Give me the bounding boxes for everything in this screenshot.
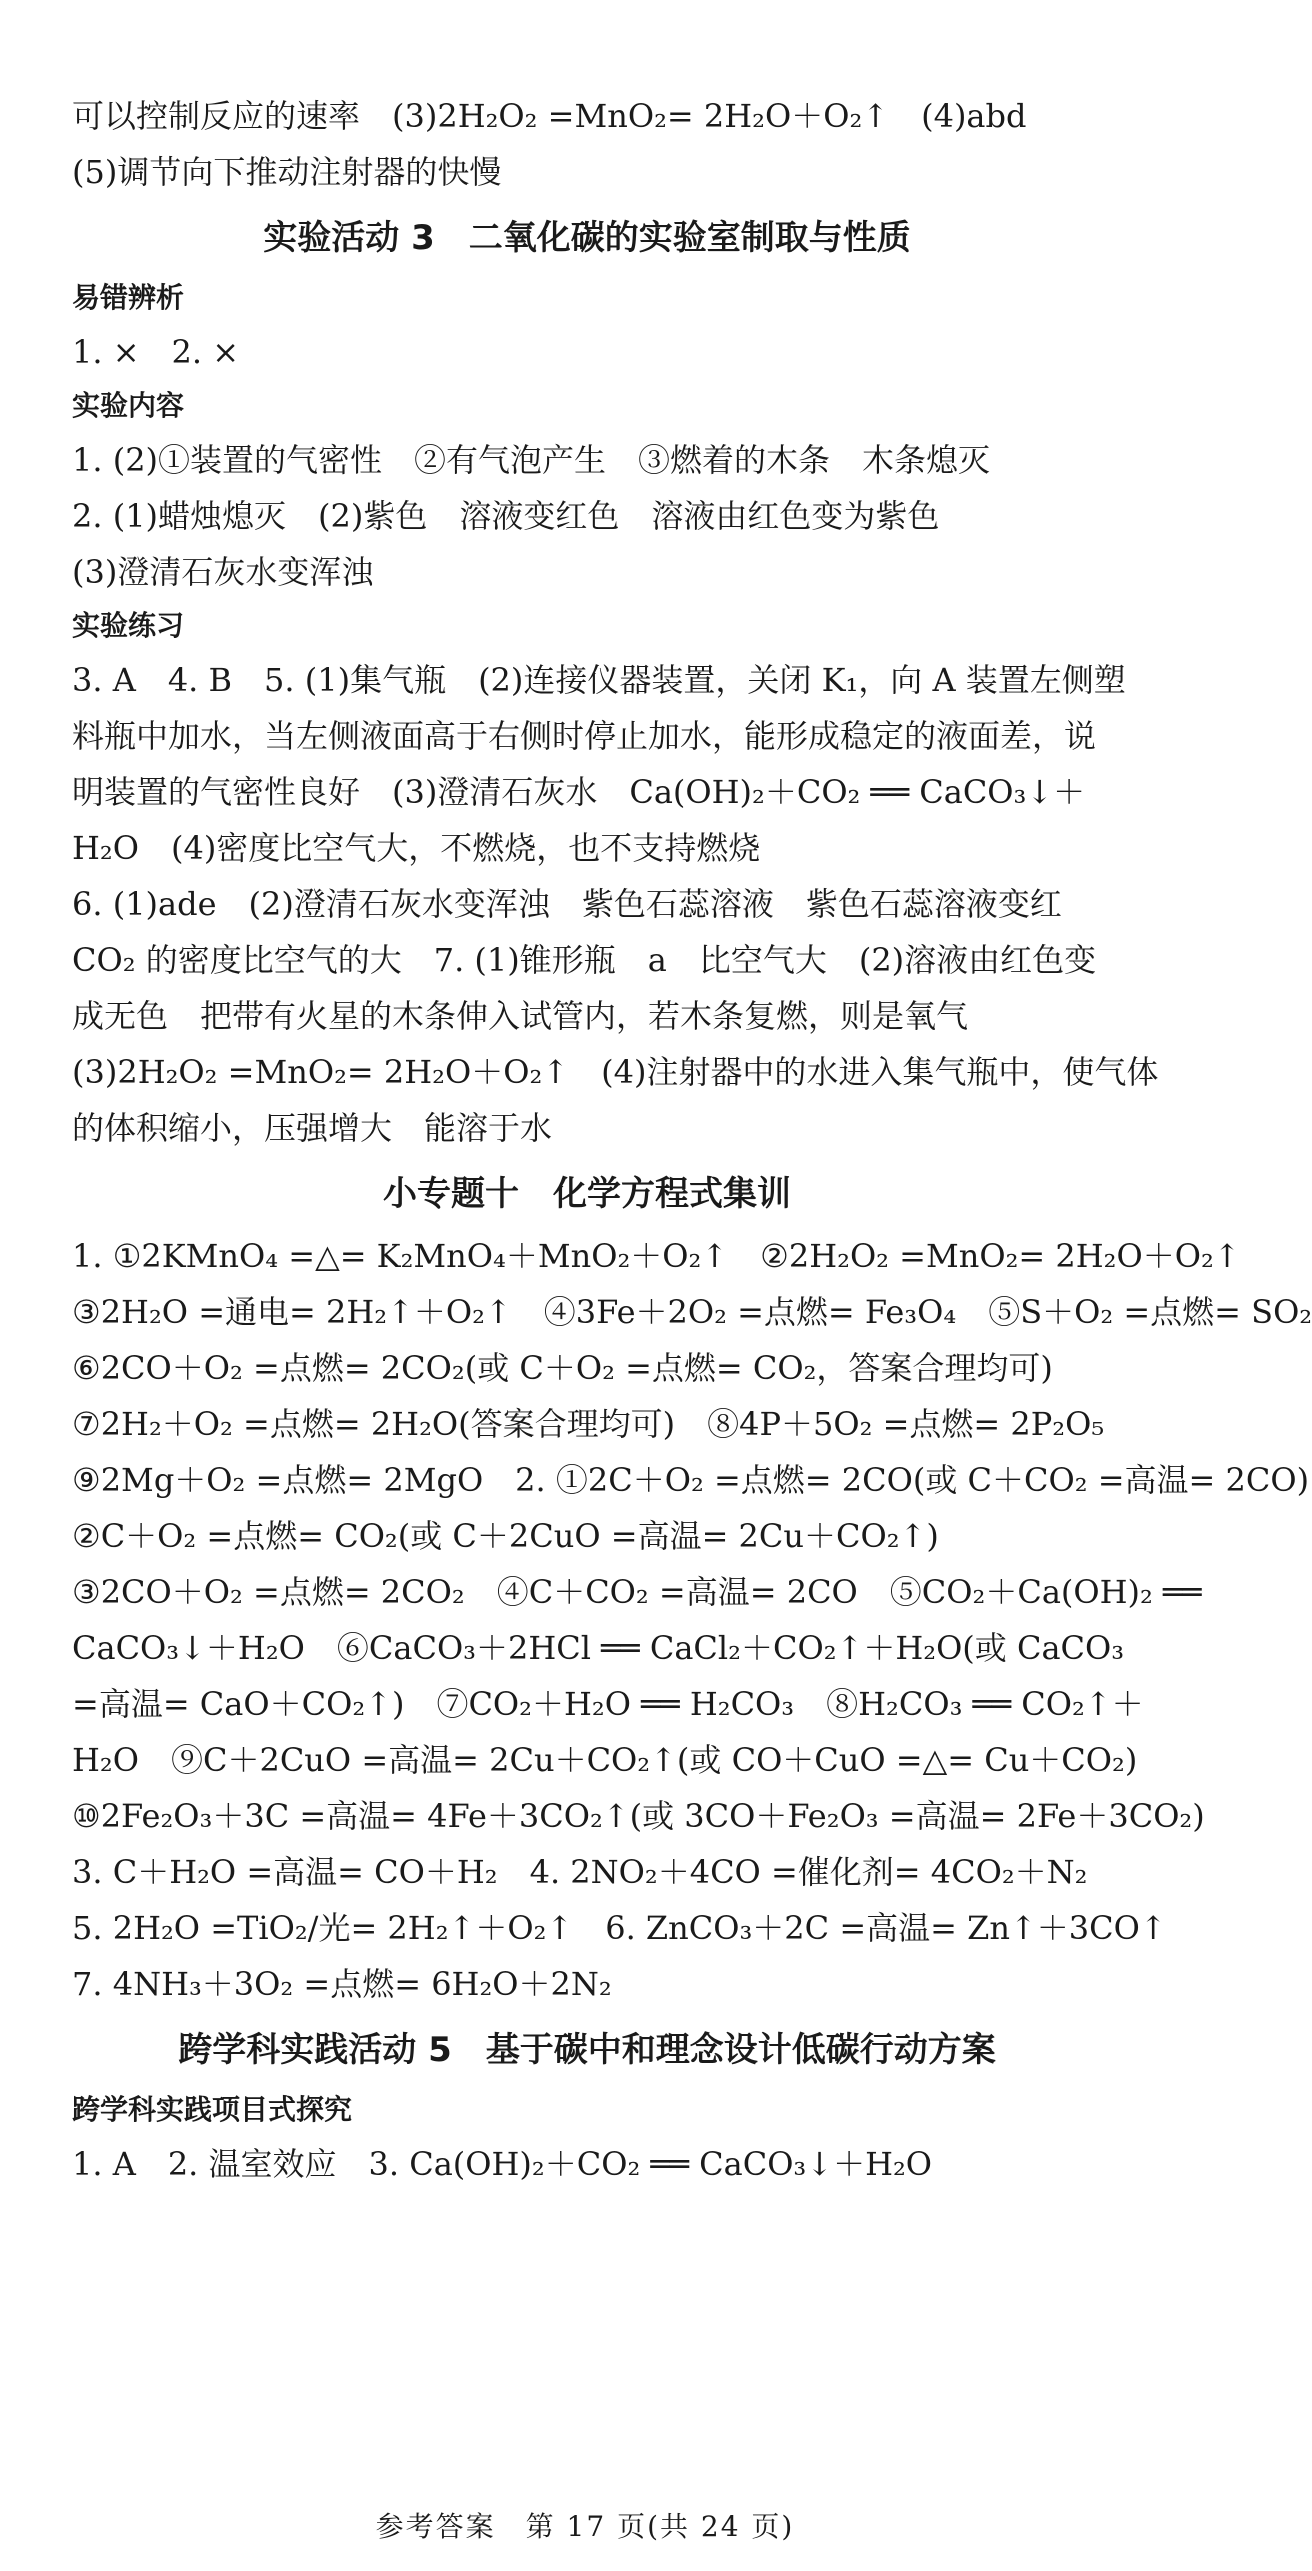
subheading-experiment-practice: 实验练习 — [72, 609, 185, 642]
subheading-project-inquiry: 跨学科实践项目式探究 — [72, 2093, 353, 2126]
equation-line: 5. 2H₂O =TiO₂/光= 2H₂↑＋O₂↑ 6. ZnCO₃＋2C =高温= Zn↑＋3CO↑ — [72, 1909, 1167, 1947]
section-title-carbon-neutral: 跨学科实践活动 5 基于碳中和理念设计低碳行动方案 — [178, 2030, 996, 2070]
equation-line: 1. ①2KMnO₄ =△= K₂MnO₄＋MnO₂＋O₂↑ ②2H₂O₂ =MnO₂= 2H₂O＋O₂↑ — [72, 1237, 1241, 1275]
answer-line: 料瓶中加水，当左侧液面高于右侧时停止加水，能形成稳定的液面差，说 — [72, 717, 1097, 755]
equation-line: ⑨2Mg＋O₂ =点燃= 2MgO 2. ①2C＋O₂ =点燃= 2CO(或 C＋CO₂ =高温= 2CO) — [72, 1461, 1310, 1499]
equation-line: ③2CO＋O₂ =点燃= 2CO₂ ④C＋CO₂ =高温= 2CO ⑤CO₂＋Ca(OH)₂ ══ — [72, 1573, 1202, 1611]
equation-line: ②C＋O₂ =点燃= CO₂(或 C＋2CuO =高温= 2Cu＋CO₂↑) — [72, 1517, 939, 1555]
page-footer: 参考答案 第 17 页(共 24 页) — [375, 2510, 795, 2543]
answer-line: 成无色 把带有火星的木条伸入试管内，若木条复燃，则是氧气 — [72, 997, 969, 1035]
answer-line: (3)2H₂O₂ =MnO₂= 2H₂O＋O₂↑ (4)注射器中的水进入集气瓶中，使气体 — [72, 1053, 1159, 1091]
equation-line: =高温= CaO＋CO₂↑) ⑦CO₂＋H₂O ══ H₂CO₃ ⑧H₂CO₃ ══ CO₂↑＋ — [72, 1685, 1144, 1723]
equation-line: CaCO₃↓＋H₂O ⑥CaCO₃＋2HCl ══ CaCl₂＋CO₂↑＋H₂O(或 CaCO₃ — [72, 1629, 1125, 1667]
answer-line: (5)调节向下推动注射器的快慢 — [72, 153, 502, 191]
answer-line: 明装置的气密性良好 (3)澄清石灰水 Ca(OH)₂＋CO₂ ══ CaCO₃↓＋ — [72, 773, 1086, 811]
answer-line: 3. A 4. B 5. (1)集气瓶 (2)连接仪器装置，关闭 K₁，向 A 装置左侧塑 — [72, 661, 1126, 699]
equation-line: ③2H₂O =通电= 2H₂↑＋O₂↑ ④3Fe＋2O₂ =点燃= Fe₃O₄ ⑤S＋O₂ =点燃= SO₂ — [72, 1293, 1312, 1331]
answer-line: 6. (1)ade (2)澄清石灰水变浑浊 紫色石蕊溶液 紫色石蕊溶液变红 — [72, 885, 1062, 923]
equation-line: 3. C＋H₂O =高温= CO＋H₂ 4. 2NO₂＋4CO =催化剂= 4CO₂＋N₂ — [72, 1853, 1088, 1891]
answer-line: (3)澄清石灰水变浑浊 — [72, 553, 374, 591]
answer-line: 1. A 2. 温室效应 3. Ca(OH)₂＋CO₂ ══ CaCO₃↓＋H₂O — [72, 2145, 933, 2183]
equation-line: ⑩2Fe₂O₃＋3C =高温= 4Fe＋3CO₂↑(或 3CO＋Fe₂O₃ =高温= 2Fe＋3CO₂) — [72, 1797, 1205, 1835]
section-title-equation-training: 小专题十 化学方程式集训 — [383, 1174, 791, 1214]
subheading-error-analysis: 易错辨析 — [72, 281, 185, 314]
equation-line: ⑥2CO＋O₂ =点燃= 2CO₂(或 C＋O₂ =点燃= CO₂，答案合理均可) — [72, 1349, 1053, 1387]
equation-line: ⑦2H₂＋O₂ =点燃= 2H₂O(答案合理均可) ⑧4P＋5O₂ =点燃= 2P₂O₅ — [72, 1405, 1105, 1443]
answer-line: CO₂ 的密度比空气的大 7. (1)锥形瓶 a 比空气大 (2)溶液由红色变 — [72, 941, 1097, 979]
equation-line: 7. 4NH₃＋3O₂ =点燃= 6H₂O＋2N₂ — [72, 1965, 612, 2003]
subheading-experiment-content: 实验内容 — [72, 389, 185, 422]
section-title-experiment-3: 实验活动 3 二氧化碳的实验室制取与性质 — [263, 218, 911, 258]
answer-line: 可以控制反应的速率 (3)2H₂O₂ =MnO₂= 2H₂O＋O₂↑ (4)abd — [72, 97, 1027, 135]
answer-line: 的体积缩小，压强增大 能溶于水 — [72, 1109, 553, 1147]
answer-line: 1. (2)①装置的气密性 ②有气泡产生 ③燃着的木条 木条熄灭 — [72, 441, 991, 479]
equation-line: H₂O ⑨C＋2CuO =高温= 2Cu＋CO₂↑(或 CO＋CuO =△= Cu＋CO₂) — [72, 1741, 1138, 1779]
answer-line: 2. (1)蜡烛熄灭 (2)紫色 溶液变红色 溶液由红色变为紫色 — [72, 497, 940, 535]
answer-line: 1. × 2. × — [72, 333, 240, 371]
answer-block-a — [72, 88, 1102, 200]
answer-line: H₂O (4)密度比空气大，不燃烧，也不支持燃烧 — [72, 829, 761, 867]
